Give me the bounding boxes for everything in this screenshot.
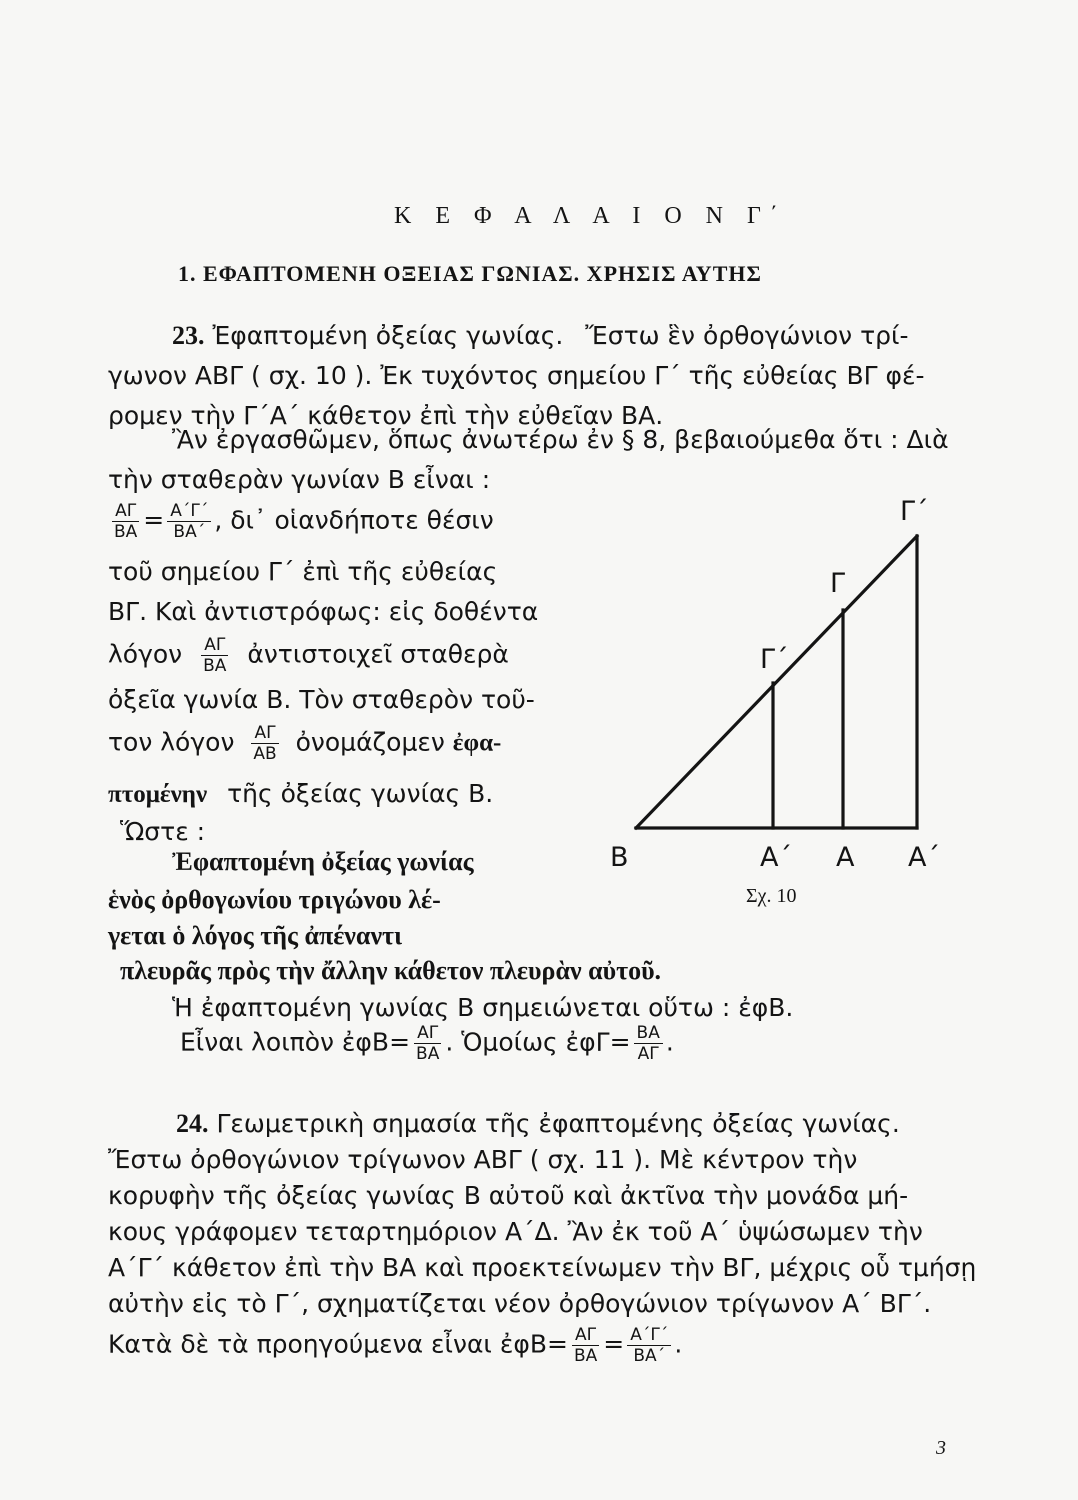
- label-G1: Γ΄: [760, 644, 789, 675]
- fraction: $\frac{BA}{A\Gamma}$: [634, 1024, 663, 1063]
- fraction: $\frac{A\Gamma}{BA}$: [203, 635, 227, 676]
- p23-line-11: τον λόγον $\frac{A\Gamma}{AB}$ ὀνομάζομεν ἐφα-: [108, 723, 502, 764]
- p24-line-7: Κατὰ δὲ τὰ προηγούμενα εἶναι ἐφΒ= $\frac{A\Gamma}{BA}$ = $\frac{A΄\Gamma΄}{BA΄}$ .: [108, 1325, 683, 1366]
- label-B: Β: [610, 842, 629, 873]
- label-A1: Α΄: [760, 842, 792, 873]
- section-number: 1.: [178, 261, 197, 286]
- label-G: Γ: [830, 568, 846, 599]
- p23-line-8: ΒΓ. Καὶ ἀντιστρόφως: εἰς δοθέντα: [108, 597, 539, 626]
- equals-sign: =: [603, 1329, 625, 1359]
- p24-line-2: Ἔστω ὀρθογώνιον τρίγωνον ΑΒΓ ( σχ. 11 ). Μὲ κέντρον τὴν: [108, 1145, 858, 1174]
- definition-line-2: ἑνὸς ὀρθογωνίου τριγώνου λέ-: [108, 885, 441, 914]
- definition-line-1: Ἐφαπτομένη ὀξείας γωνίας: [172, 847, 474, 876]
- hypotenuse-line: [636, 536, 917, 828]
- page-number: 3: [936, 1437, 946, 1459]
- section-title: ΕΦΑΠΤΟΜΕΝΗ ΟΞΕΙΑΣ ΓΩΝΙΑΣ. ΧΡΗΣΙΣ ΑΥΤΗΣ: [203, 261, 762, 286]
- p23-line-10: ὀξεῖα γωνία Β. Τὸν σταθερὸν τοῦ-: [108, 685, 535, 714]
- p23-number: 23.: [172, 321, 205, 350]
- p23-heading: Ἐφαπτομένη ὀξείας γωνίας.: [212, 321, 564, 350]
- fraction: $\frac{A\Gamma}{BA}$: [114, 501, 138, 542]
- p23-line-15: Εἶναι λοιπὸν ἐφΒ= $\frac{A\Gamma}{BA}$ . Ὁμοίως ἐφΓ= $\frac{BA}{A\Gamma}$ .: [180, 1023, 674, 1064]
- figure-caption: Σχ. 10: [746, 885, 797, 907]
- p24-line-6: αὐτὴν εἰς τὸ Γ΄, σχηματίζεται νέον ὀρθογώνιον τρίγωνον Α΄ ΒΓ΄.: [108, 1289, 932, 1318]
- definition-line-4: πλευρᾶς πρὸς τὴν ἄλλην κάθετον πλευρὰν αὐτοῦ.: [120, 956, 662, 985]
- fraction: $\frac{A\Gamma}{BA}$: [573, 1325, 598, 1366]
- label-A: Α: [836, 842, 855, 873]
- fraction: $\frac{A\Gamma}{AB}$: [253, 723, 277, 764]
- p23-line-7: τοῦ σημείου Γ΄ ἐπὶ τῆς εὐθείας: [108, 557, 498, 586]
- equals-sign: =: [609, 1027, 631, 1057]
- fraction: $\frac{A΄\Gamma΄}{BA΄}$: [167, 502, 211, 541]
- p24-heading: Γεωμετρικὴ σημασία τῆς ἐφαπτομένης ὀξείας γωνίας.: [216, 1109, 900, 1138]
- p24-line-5: Α΄Γ΄ κάθετον ἐπὶ τὴν ΒΑ καὶ προεκτείνωμεν τὴν ΒΓ, μέχρις οὗ τμήσῃ: [108, 1253, 977, 1282]
- p24-number: 24.: [176, 1109, 209, 1138]
- p23-line-14: Ἡ ἐφαπτομένη γωνίας Β σημειώνεται οὕτω : ἐφΒ.: [172, 993, 794, 1022]
- label-A2: Α΄: [908, 842, 940, 873]
- p23-line-4: Ἂν ἐργασθῶμεν, ὅπως ἀνωτέρω ἐν § 8, βεβαιούμεθα ὅτι : Διὰ: [172, 425, 949, 454]
- p23-line-2: γωνον ΑΒΓ ( σχ. 10 ). Ἐκ τυχόντος σημείου Γ΄ τῆς εὐθείας ΒΓ φέ-: [108, 361, 925, 390]
- chapter-title: Κ Ε Φ Α Λ Α Ι Ο Ν Γ΄: [394, 203, 787, 229]
- p23-line-9: λόγον $\frac{A\Gamma}{BA}$ ἀντιστοιχεῖ σταθερὰ: [108, 635, 509, 676]
- p23-line-5: τὴν σταθερὰν γωνίαν Β εἶναι :: [108, 465, 491, 494]
- label-G2: Γ΄: [900, 496, 929, 527]
- p24-line-1: [176, 1108, 900, 1140]
- equals-sign: =: [389, 1027, 411, 1057]
- equals-sign: =: [547, 1329, 568, 1359]
- p23-line-12: πτομένην τῆς ὀξείας γωνίας Β.: [108, 779, 494, 808]
- p23-l1: Ἔστω ἓν ὀρθογώνιον τρί-: [585, 321, 909, 350]
- definition-line-3: γεται ὁ λόγος τῆς ἀπέναντι: [108, 921, 403, 950]
- p23-line-13: Ὥστε :: [120, 817, 206, 846]
- term-efaptomeni: ἐφα-: [452, 729, 502, 757]
- fraction: $\frac{A\Gamma}{BA}$: [416, 1023, 440, 1064]
- p23-line-3: ρομεν τὴν Γ΄Α΄ κάθετον ἐπὶ τὴν εὐθεῖαν ΒΑ.: [108, 401, 664, 430]
- p24-line-3: κορυφὴν τῆς ὀξείας γωνίας Β αὐτοῦ καὶ ἀκτῖνα τὴν μονάδα μή-: [108, 1181, 909, 1210]
- p24-line-4: κους γράφομεν τεταρτημόριον Α΄Δ. Ἂν ἐκ τοῦ Α΄ ὑψώσωμεν τὴν: [108, 1217, 923, 1246]
- p23-line-6: $\frac{A\Gamma}{BA}$ = $\frac{A΄\Gamma΄}{BA΄}$ , δι᾿ οἱανδήποτε θέσιν: [108, 502, 494, 541]
- equals-sign: =: [143, 505, 165, 535]
- fraction: $\frac{A΄\Gamma΄}{BA΄}$: [627, 1326, 671, 1365]
